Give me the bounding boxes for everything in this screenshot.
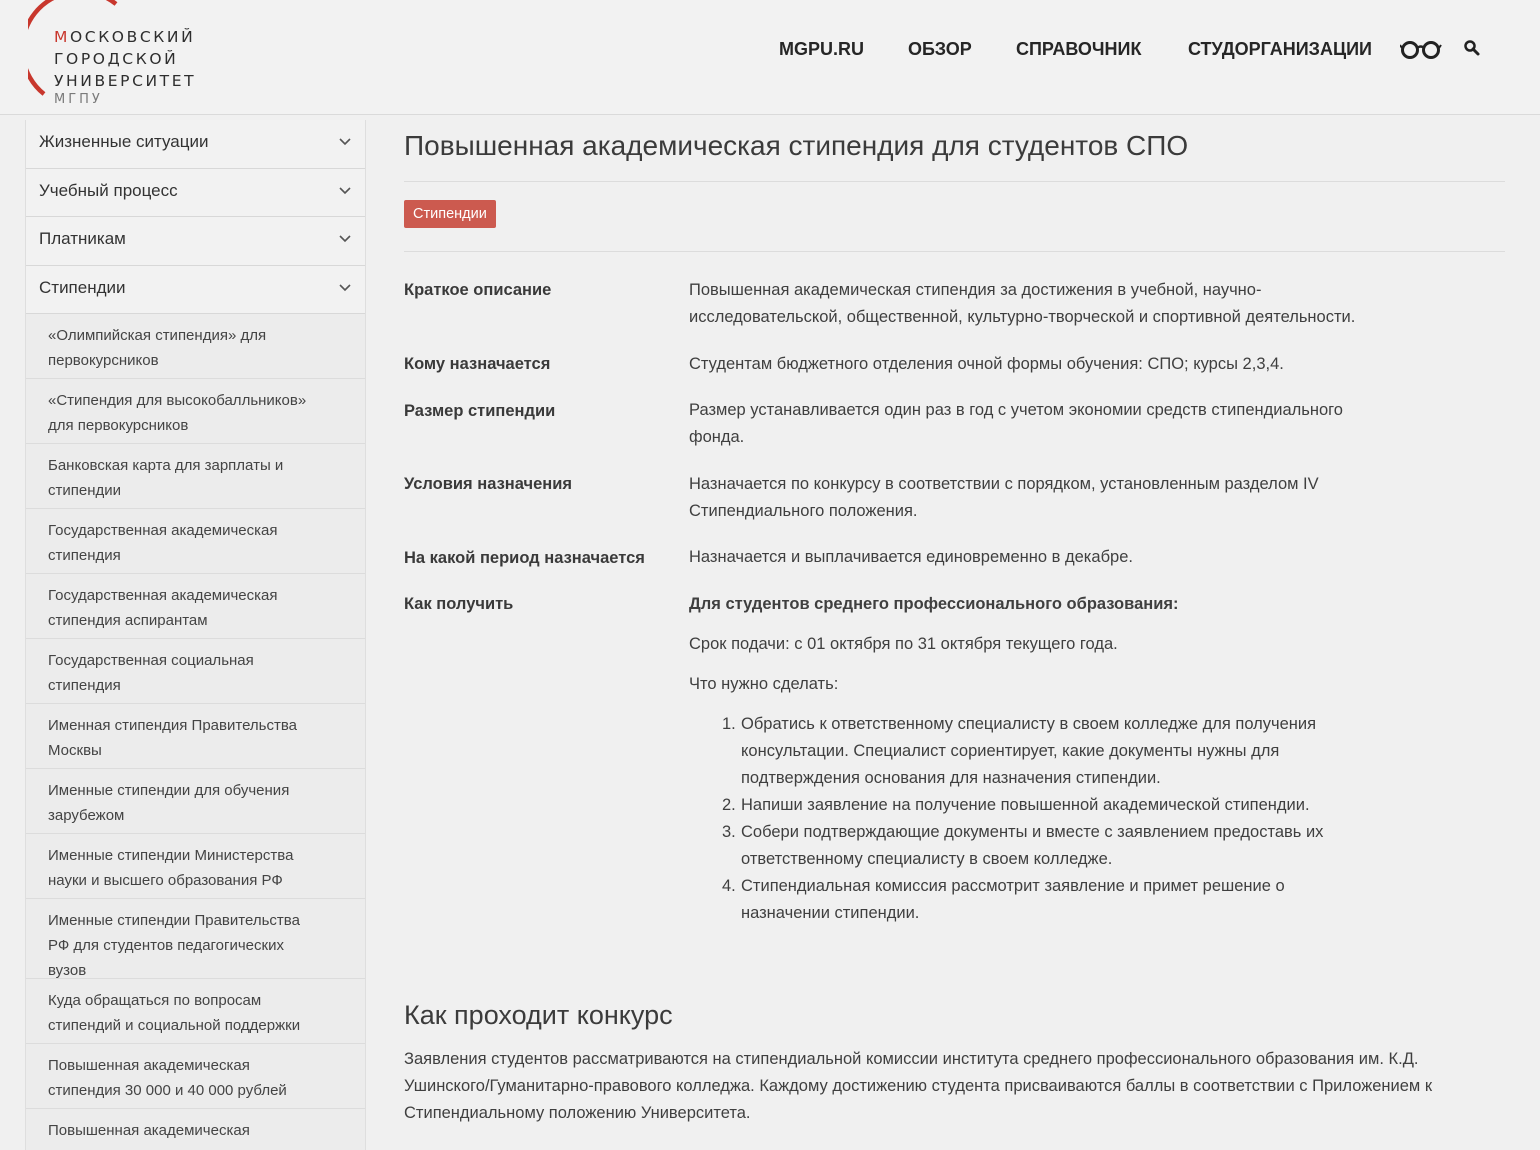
- subitem-line: Москвы: [48, 742, 102, 759]
- logo-subtitle: МГПУ: [54, 92, 103, 107]
- subitem-line: стипендия: [48, 547, 121, 564]
- category-tag[interactable]: Стипендии: [404, 200, 496, 228]
- subitem-line: Государственная академическая: [48, 522, 278, 539]
- value-line: Студентам бюджетного отделения очной формы обучения: СПО; курсы 2,3,4.: [689, 355, 1284, 373]
- logo-line-1: ОСКОВСКИЙ: [69, 28, 196, 46]
- label-period: На какой период назначается: [404, 549, 645, 567]
- subitem-line: для первокурсников: [48, 417, 189, 434]
- sidebar-subitem-rf-government[interactable]: [26, 899, 365, 979]
- steps-list: [722, 711, 1362, 927]
- subitem-line: Именные стипендии Правительства: [48, 912, 300, 929]
- sidebar-item-label: Учебный процесс: [39, 180, 178, 200]
- step-line: консультации. Специалист сориентирует, какие документы нужны для: [741, 742, 1280, 760]
- label-how-to-get: Как получить: [404, 595, 514, 613]
- subitem-line: стипендия аспирантам: [48, 612, 208, 629]
- nav-overview[interactable]: ОБЗОР: [908, 39, 972, 59]
- sidebar-subitem-state-academic[interactable]: [26, 509, 365, 574]
- subitem-line: первокурсников: [48, 352, 159, 369]
- subitem-line: Банковская карта для зарплаты и: [48, 457, 284, 474]
- subitem-line: «Олимпийская стипендия» для: [48, 327, 267, 344]
- value-line: исследовательской, общественной, культурно-творческой и спортивной деятельности.: [689, 308, 1356, 326]
- subitem-line: Государственная социальная: [48, 652, 254, 669]
- list-item: [722, 873, 1362, 927]
- value-line: Стипендиального положения.: [689, 502, 918, 520]
- sidebar-subitem-increased-30000[interactable]: [26, 1044, 365, 1109]
- divider: [404, 251, 1505, 252]
- sidebar-subitem-olympic[interactable]: [26, 314, 365, 379]
- search-icon[interactable]: [1463, 39, 1481, 64]
- deadline-text: Срок подачи: с 01 октября по 31 октября текущего года.: [689, 635, 1118, 653]
- subitem-line: стипендия: [48, 677, 121, 694]
- label-short-description: Краткое описание: [404, 281, 552, 299]
- list-item: [722, 711, 1362, 792]
- step-number: 2.: [722, 796, 736, 814]
- sidebar-subitem-increased-academic[interactable]: [26, 1109, 365, 1150]
- sidebar-subitem-moscow-government[interactable]: [26, 704, 365, 769]
- sidebar-subitem-ministry[interactable]: [26, 834, 365, 899]
- label-amount: Размер стипендии: [404, 402, 556, 420]
- value-period: [689, 544, 1419, 571]
- value-conditions: [689, 471, 1419, 525]
- paragraph-line: Ушинского/Гуманитарно-правового колледжа. Каждому достижению студента присваиваются баллы в соответствии с Приложением к: [404, 1077, 1433, 1095]
- value-short-description: [689, 277, 1419, 331]
- chevron-down-icon: [339, 187, 351, 195]
- sidebar-subitem-state-social[interactable]: [26, 639, 365, 704]
- subitem-line: Именные стипендии Министерства: [48, 847, 294, 864]
- nav-student-organizations[interactable]: СТУДОРГАНИЗАЦИИ: [1188, 39, 1372, 59]
- subitem-line: науки и высшего образования РФ: [48, 872, 283, 889]
- logo-line-2: ГОРОДСКОЙ: [54, 50, 179, 68]
- step-line: Собери подтверждающие документы и вместе с заявлением предоставь их: [741, 823, 1324, 841]
- step-number: 4.: [722, 877, 736, 895]
- paragraph-line: Заявления студентов рассматриваются на стипендиальной комиссии института среднего профессионального образования им. К.Д.: [404, 1050, 1419, 1068]
- value-line: Назначается по конкурсу в соответствии с порядком, установленным разделом IV: [689, 475, 1319, 493]
- section-title-competition: Как проходит конкурс: [404, 1000, 673, 1030]
- page-title: Повышенная академическая стипендия для студентов СПО: [404, 130, 1189, 161]
- subitem-line: стипендий и социальной поддержки: [48, 1017, 301, 1034]
- step-number: 3.: [722, 823, 736, 841]
- sidebar-item-label: Стипендии: [39, 277, 126, 297]
- value-who-eligible: [689, 351, 1419, 378]
- subitem-line: Повышенная академическая: [48, 1057, 250, 1074]
- value-line: Назначается и выплачивается единовременно в декабре.: [689, 548, 1133, 566]
- logo-line-3: УНИВЕРСИТЕТ: [54, 72, 197, 90]
- subitem-line: зарубежом: [48, 807, 125, 824]
- sidebar-subitem-bank-card[interactable]: [26, 444, 365, 509]
- paragraph-line: Стипендиальному положению Университета.: [404, 1104, 751, 1122]
- chevron-down-icon: [339, 235, 351, 243]
- subitem-line: стипендии: [48, 482, 122, 499]
- sidebar-item-scholarships[interactable]: [26, 266, 365, 315]
- value-line: Повышенная академическая стипендия за достижения в учебной, научно-: [689, 281, 1262, 299]
- chevron-down-icon: [339, 138, 351, 146]
- subitem-line: Именные стипендии для обучения: [48, 782, 290, 799]
- sidebar-subitem-state-academic-postgrad[interactable]: [26, 574, 365, 639]
- value-how-to-get: [689, 591, 1419, 698]
- step-number: 1.: [722, 715, 736, 733]
- nav-directory[interactable]: СПРАВОЧНИК: [1016, 39, 1142, 59]
- label-conditions: Условия назначения: [404, 475, 573, 493]
- subitem-line: Именная стипендия Правительства: [48, 717, 297, 734]
- sidebar-item-life-situations[interactable]: [26, 120, 365, 169]
- sidebar-subitem-high-score[interactable]: [26, 379, 365, 444]
- subitem-line: Куда обращаться по вопросам: [48, 992, 262, 1009]
- nav-mgpu-ru[interactable]: MGPU.RU: [779, 39, 864, 59]
- subitem-line: Повышенная академическая: [48, 1122, 250, 1139]
- site-header: [0, 0, 1540, 115]
- subitem-line: Государственная академическая: [48, 587, 278, 604]
- list-item: [722, 792, 1362, 819]
- step-line: Напиши заявление на получение повышенной академической стипендии.: [741, 796, 1310, 814]
- list-item: [722, 819, 1362, 873]
- how-to-heading: Для студентов среднего профессионального образования:: [689, 595, 1179, 613]
- sidebar-item-study-process[interactable]: [26, 169, 365, 218]
- sidebar-item-label: Жизненные ситуации: [39, 132, 209, 151]
- value-line: Размер устанавливается один раз в год с учетом экономии средств стипендиального: [689, 401, 1343, 419]
- subitem-line: РФ для студентов педагогических: [48, 937, 284, 954]
- top-nav: [0, 36, 1540, 64]
- section-paragraph-competition: [404, 1046, 1509, 1127]
- value-line: фонда.: [689, 428, 745, 446]
- sidebar-subitem-contacts[interactable]: [26, 979, 365, 1044]
- step-line: Стипендиальная комиссия рассмотрит заявление и примет решение о: [741, 877, 1285, 895]
- step-line: подтверждения основания для назначения стипендии.: [741, 769, 1161, 787]
- divider: [404, 181, 1505, 182]
- step-line: назначении стипендии.: [741, 904, 920, 922]
- sidebar: [25, 120, 366, 1150]
- subitem-line: стипендия 30 000 и 40 000 рублей: [48, 1082, 287, 1099]
- todo-text: Что нужно сделать:: [689, 675, 839, 693]
- subitem-line: вузов: [48, 962, 87, 979]
- sidebar-item-label: Платникам: [39, 229, 126, 248]
- step-line: ответственному специалисту в своем колледже.: [741, 850, 1113, 868]
- label-who-eligible: Кому назначается: [404, 355, 551, 373]
- chevron-down-icon: [339, 284, 351, 292]
- logo-accent-letter: М: [54, 28, 70, 46]
- subitem-line: «Стипендия для высокобалльников»: [48, 392, 307, 409]
- value-amount: [689, 397, 1419, 451]
- glasses-icon[interactable]: [1400, 38, 1442, 65]
- sidebar-subitem-study-abroad[interactable]: [26, 769, 365, 834]
- step-line: Обратись к ответственному специалисту в своем колледже для получения: [741, 715, 1317, 733]
- sidebar-item-paid-students[interactable]: [26, 217, 365, 266]
